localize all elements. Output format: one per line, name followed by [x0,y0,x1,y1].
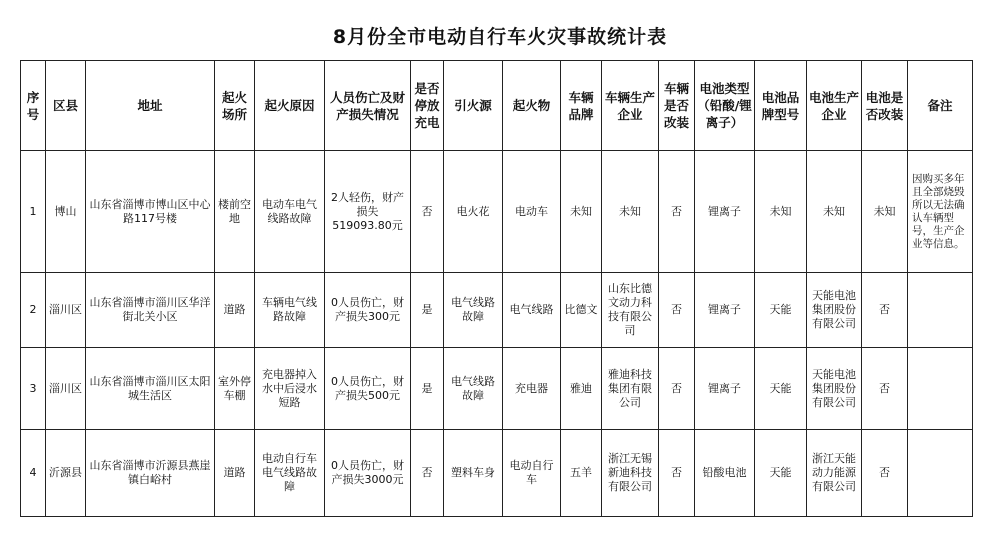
header-row [21,61,973,151]
table-cell: 电动自行车电气线路故障 [255,430,325,517]
table-cell: 充电器 [503,348,561,430]
table-cell: 电动自行车 [503,430,561,517]
header-cell: 区县 [46,61,86,151]
table-cell: 否 [659,348,695,430]
table-cell: 充电器掉入水中后浸水短路 [255,348,325,430]
table-cell: 未知 [807,151,862,273]
table-cell: 天能 [755,273,807,348]
table-cell: 山东省淄博市淄川区太阳城生活区 [86,348,215,430]
table-row [21,348,973,430]
table-cell: 车辆电气线路故障 [255,273,325,348]
table-row [21,151,973,273]
table-cell: 室外停车棚 [215,348,255,430]
table-cell: 0人员伤亡，财产损失300元 [325,273,411,348]
header-cell: 是否停放充电 [411,61,444,151]
header-cell: 地址 [86,61,215,151]
table-cell: 否 [659,430,695,517]
table-cell: 否 [659,151,695,273]
header-cell: 起火原因 [255,61,325,151]
table-cell: 雅迪 [561,348,602,430]
table-cell: 天能电池集团股份有限公司 [807,348,862,430]
table-cell: 未知 [755,151,807,273]
table-cell: 天能 [755,430,807,517]
table-cell: 淄川区 [46,273,86,348]
table-row [21,430,973,517]
table-cell: 1 [21,151,46,273]
table-cell: 雅迪科技集团有限公司 [602,348,659,430]
header-cell: 车辆是否改装 [659,61,695,151]
table-cell: 山东比德文动力科技有限公司 [602,273,659,348]
table-cell: 天能 [755,348,807,430]
header-cell: 起火物 [503,61,561,151]
table-cell: 铅酸电池 [695,430,755,517]
header-cell: 车辆生产企业 [602,61,659,151]
table-cell: 2人轻伤，财产损失519093.80元 [325,151,411,273]
table-cell: 电气线路 [503,273,561,348]
table-cell: 电气线路故障 [444,273,503,348]
header-cell: 序号 [21,61,46,151]
remark-cell [908,430,973,517]
table-cell: 否 [862,273,908,348]
table-cell: 锂离子 [695,273,755,348]
header-cell: 备注 [908,61,973,151]
table-cell: 3 [21,348,46,430]
table-cell: 是 [411,348,444,430]
table-cell: 山东省淄博市博山区中心路117号楼 [86,151,215,273]
table-cell: 电气线路故障 [444,348,503,430]
table-cell: 道路 [215,430,255,517]
table-cell: 淄川区 [46,348,86,430]
fire-statistics-table [20,60,973,517]
table-cell: 否 [862,348,908,430]
table-cell: 未知 [602,151,659,273]
header-cell: 电池是否改装 [862,61,908,151]
table-cell: 电火花 [444,151,503,273]
table-cell: 否 [862,430,908,517]
table-cell: 天能电池集团股份有限公司 [807,273,862,348]
page-title: 8月份全市电动自行车火灾事故统计表 [332,26,668,48]
table-cell: 电动车 [503,151,561,273]
table-cell: 否 [659,273,695,348]
table-cell: 山东省淄博市沂源县燕崖镇白峪村 [86,430,215,517]
table-cell: 未知 [561,151,602,273]
remark-cell: 因购买多年且全部烧毁所以无法确认车辆型号，生产企业等信息。 [908,151,973,273]
table-cell: 比德文 [561,273,602,348]
table-cell: 博山 [46,151,86,273]
remark-cell [908,273,973,348]
header-cell: 电池生产企业 [807,61,862,151]
header-cell: 人员伤亡及财产损失情况 [325,61,411,151]
table-cell: 否 [411,430,444,517]
table-cell: 0人员伤亡，财产损失3000元 [325,430,411,517]
table-cell: 否 [411,151,444,273]
table-cell: 山东省淄博市淄川区华洋街北关小区 [86,273,215,348]
table-cell: 0人员伤亡，财产损失500元 [325,348,411,430]
header-cell: 电池品牌型号 [755,61,807,151]
table-cell: 沂源县 [46,430,86,517]
table-cell: 浙江天能动力能源有限公司 [807,430,862,517]
table-cell: 是 [411,273,444,348]
header-cell: 引火源 [444,61,503,151]
table-cell: 五羊 [561,430,602,517]
table-cell: 4 [21,430,46,517]
table-cell: 2 [21,273,46,348]
table-cell: 未知 [862,151,908,273]
table-cell: 道路 [215,273,255,348]
header-cell: 起火场所 [215,61,255,151]
table-cell: 塑料车身 [444,430,503,517]
table-cell: 电动车电气线路故障 [255,151,325,273]
table-cell: 锂离子 [695,348,755,430]
table-cell: 楼前空地 [215,151,255,273]
remark-cell [908,348,973,430]
header-cell: 车辆品牌 [561,61,602,151]
table-cell: 浙江无锡新迪科技有限公司 [602,430,659,517]
header-cell: 电池类型（铅酸/锂离子） [695,61,755,151]
table-row [21,273,973,348]
table-cell: 锂离子 [695,151,755,273]
